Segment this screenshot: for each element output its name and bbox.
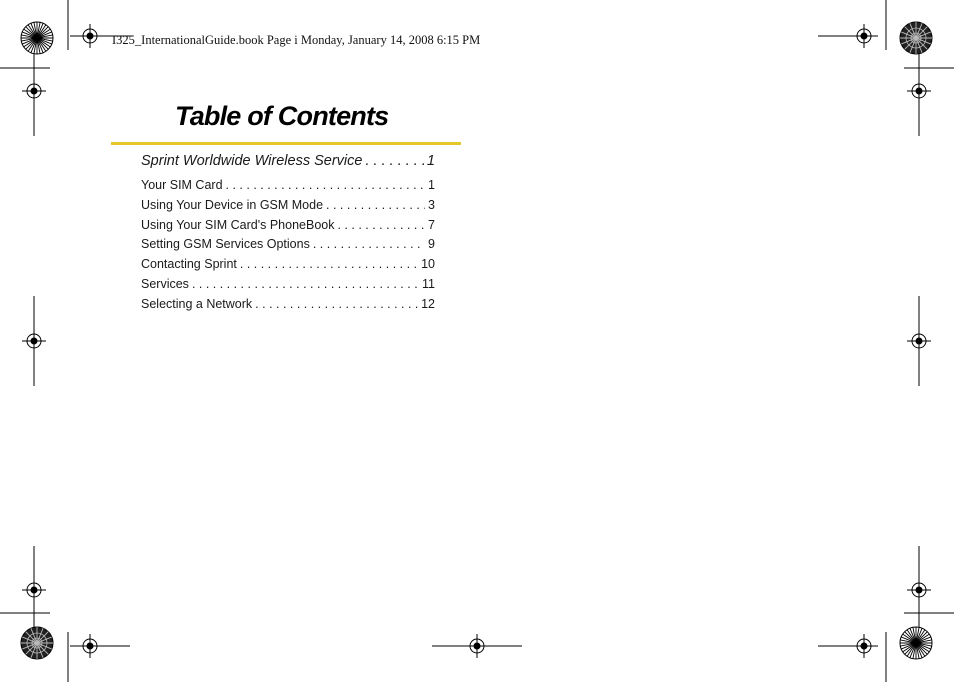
toc-entry[interactable] [141, 255, 435, 275]
dot-leader [255, 295, 418, 315]
page-title: Table of Contents [175, 101, 389, 131]
toc-entry[interactable] [141, 235, 435, 255]
table-of-contents [141, 151, 435, 315]
toc-entry-label: Contacting Sprint [141, 257, 237, 272]
dot-leader [240, 255, 418, 275]
dot-leader [326, 196, 425, 216]
dot-leader [313, 235, 425, 255]
dot-leader [365, 151, 423, 171]
toc-entry-page: 7 [428, 217, 435, 232]
toc-entry-label: Selecting a Network [141, 296, 253, 311]
toc-entry-label: Setting GSM Services Options [141, 237, 310, 252]
dot-leader [226, 176, 426, 196]
toc-entry[interactable] [141, 196, 435, 216]
dot-leader [192, 275, 419, 295]
toc-entry[interactable] [141, 176, 435, 196]
toc-entry[interactable] [141, 295, 435, 315]
dot-leader [337, 216, 425, 236]
print-slug: I325_InternationalGuide.book Page i Monday, January 14, 2008 6:15 PM [112, 33, 481, 47]
toc-section-label: Sprint Worldwide Wireless Service [141, 153, 363, 169]
toc-entry-label: Using Your SIM Card's PhoneBook [141, 217, 335, 232]
toc-section-page: 1 [426, 153, 435, 169]
toc-section-entry[interactable] [141, 151, 435, 175]
toc-entry-page: 11 [422, 276, 435, 291]
toc-entry-label: Your SIM Card [141, 178, 223, 192]
toc-entry-page: 12 [421, 296, 435, 311]
toc-entry-page: 3 [428, 197, 435, 212]
toc-entry[interactable] [141, 275, 435, 295]
toc-entry-label: Services [141, 276, 189, 291]
toc-entry-label: Using Your Device in GSM Mode [141, 197, 324, 212]
toc-entry-page: 10 [421, 257, 435, 272]
title-underline-rule [111, 142, 461, 145]
toc-entry-page: 9 [428, 237, 435, 252]
toc-entry-page: 1 [428, 178, 435, 192]
toc-entry[interactable] [141, 216, 435, 236]
